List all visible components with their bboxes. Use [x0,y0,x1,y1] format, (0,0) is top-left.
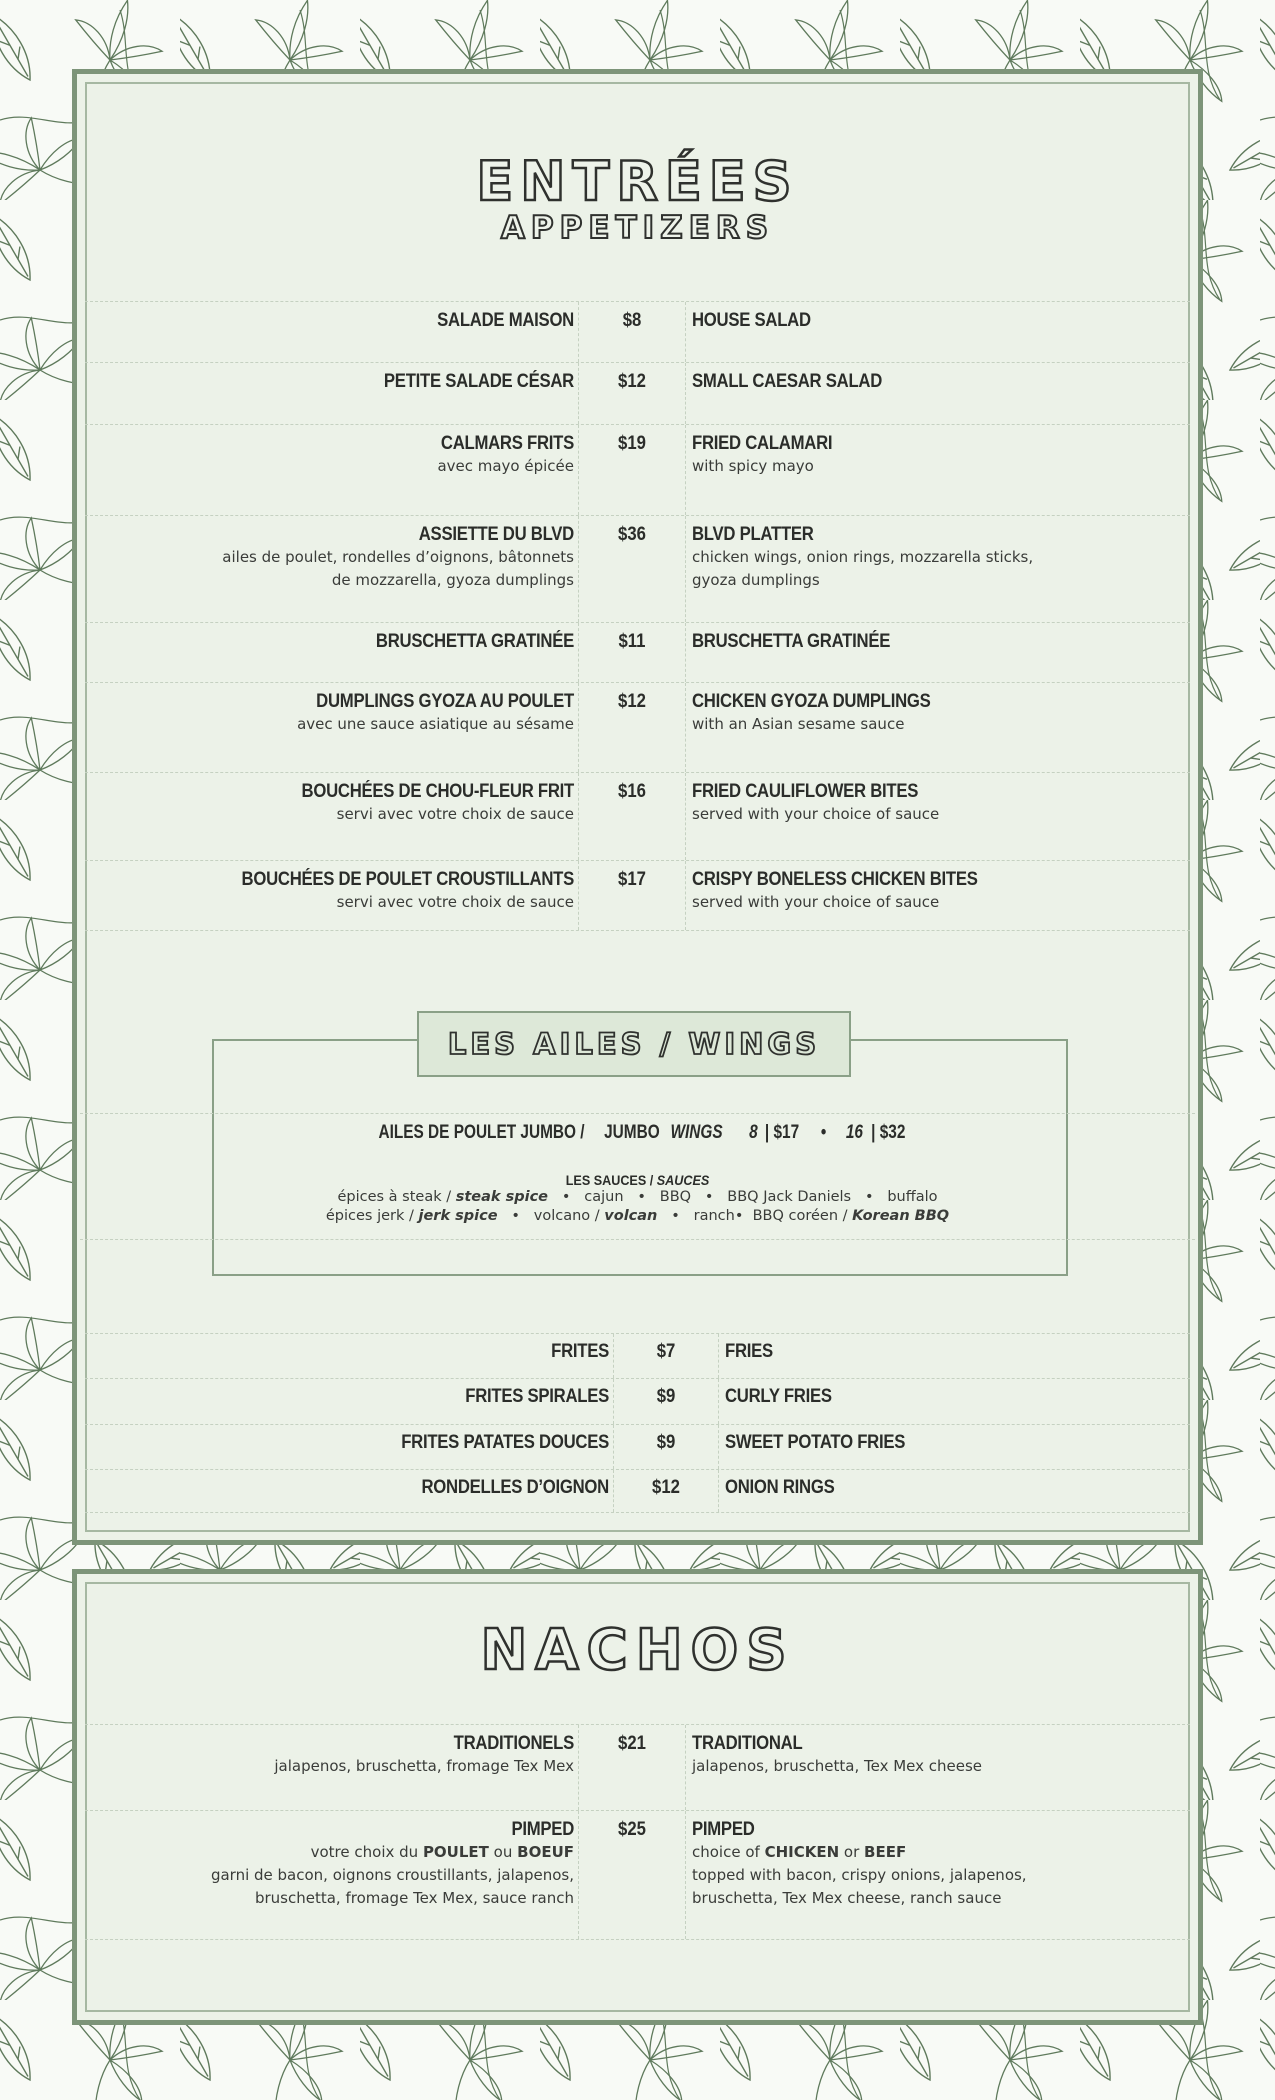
sauce-en: steak spice [455,1189,549,1205]
wings-qty-1: 8 [749,1122,759,1143]
item-desc-en: jalapenos, bruschetta, Tex Mex cheese [692,1757,983,1775]
sauce-en: jerk spice [418,1208,498,1224]
menu-item [85,301,1190,362]
appetizers-list [85,301,1190,931]
item-price: $11 [618,631,646,652]
sauce-fr: BBQ Jack Daniels [727,1189,852,1205]
menu-item [85,772,1190,860]
item-price: $8 [622,310,642,331]
item-desc-fr-2: garni de bacon, oignons croustillants, jalapenos, [210,1866,574,1884]
item-desc-fr: ailes de poulet, rondelles d’oignons, bâtonnets [222,548,574,566]
item-desc-fr: votre choix du POULET ou BOEUF [310,1843,574,1861]
nachos-list [85,1724,1190,1940]
menu-item [85,424,1190,515]
menu-item [85,1424,1190,1469]
item-name-fr: CALMARS FRITS [440,433,574,454]
item-price: $9 [656,1432,676,1453]
item-desc-en: with an Asian sesame sauce [692,715,905,733]
item-price: $7 [656,1341,676,1362]
menu-item [85,622,1190,682]
menu-item [85,1469,1190,1513]
sauces-label [136,1172,1140,1188]
wings-jumbo-line [80,1122,1195,1144]
item-desc-en: served with your choice of sauce [692,805,940,823]
menu-item [85,1724,1190,1810]
item-name-en: TRADITIONAL [692,1733,803,1754]
item-price: $17 [618,869,646,890]
item-desc-en: choice of CHICKEN or BEEF [692,1843,907,1861]
sauce-fr: BBQ coréen / [752,1208,848,1224]
sauce-fr: ranch [693,1208,735,1224]
item-name-fr: SALADE MAISON [437,310,574,331]
item-name-fr: BOUCHÉES DE POULET CROUSTILLANTS [241,869,574,890]
item-price: $21 [618,1733,646,1754]
item-name-fr: FRITES [551,1341,609,1362]
divider [80,1113,1195,1114]
item-name-en: FRIED CALAMARI [692,433,833,454]
sauces-line-1: épices à steak / steak spice • cajun • BBQ • BBQ Jack Daniels • buffalo [337,1189,938,1205]
appetizers-title-en: APPETIZERS [500,210,775,246]
item-desc-en: served with your choice of sauce [692,893,940,911]
nachos-title: NACHOS [480,1618,795,1683]
item-name-en: SMALL CAESAR SALAD [692,371,883,392]
sauce-fr: épices jerk / [325,1208,414,1224]
item-desc-en-2: gyoza dumplings [692,571,820,589]
item-price: $12 [652,1477,680,1498]
item-price: $19 [618,433,646,454]
appetizers-title-fr: ENTRÉES [476,150,799,213]
menu-item [85,1333,1190,1378]
item-desc-fr-2: de mozzarella, gyoza dumplings [331,571,574,589]
menu-item [85,362,1190,424]
sauce-en: volcan [604,1208,658,1224]
item-name-fr: FRITES SPIRALES [465,1386,609,1407]
sauces-label-en: SAUCES [656,1172,710,1188]
item-name-en: FRIES [725,1341,773,1362]
item-name-en: FRIED CAULIFLOWER BITES [692,781,919,802]
item-name-fr: BRUSCHETTA GRATINÉE [375,631,574,652]
item-name-fr: FRITES PATATES DOUCES [401,1432,609,1453]
item-desc-fr: servi avec votre choix de sauce [336,893,574,911]
item-name-fr: ASSIETTE DU BLVD [418,524,574,545]
item-name-en: PIMPED [692,1819,755,1840]
item-price: $12 [618,371,646,392]
item-name-en: ONION RINGS [725,1477,835,1498]
sides-list [85,1333,1190,1513]
item-name-en: HOUSE SALAD [692,310,811,331]
sauces-line-2: épices jerk / jerk spice • volcano / volcan • ranch• BBQ coréen / Korean BBQ [325,1208,950,1224]
menu-item [85,1378,1190,1424]
item-price: $16 [618,781,646,802]
menu-item [85,860,1190,931]
item-name-en: BLVD PLATTER [692,524,814,545]
sauce-fr: épices à steak / [337,1189,452,1205]
sauce-fr: buffalo [887,1189,938,1205]
menu-item [85,1810,1190,1940]
wings-jumbo-en-b: WINGS [670,1122,723,1143]
item-desc-en-2: topped with bacon, crispy onions, jalapenos, [692,1866,1027,1884]
wings-qty-2: 16 [846,1122,864,1143]
item-name-fr: DUMPLINGS GYOZA AU POULET [316,691,574,712]
item-price: $9 [656,1386,676,1407]
item-name-en: BRUSCHETTA GRATINÉE [692,631,891,652]
sauce-fr: volcano / [533,1208,600,1224]
item-name-en: SWEET POTATO FRIES [725,1432,906,1453]
menu-item [85,515,1190,622]
item-price: $12 [618,691,646,712]
item-name-en: CHICKEN GYOZA DUMPLINGS [692,691,931,712]
item-name-fr: PIMPED [511,1819,574,1840]
item-name-fr: PETITE SALADE CÉSAR [383,371,574,392]
nachos-panel [72,1569,1203,2025]
item-name-fr: RONDELLES D’OIGNON [421,1477,609,1498]
item-name-fr: BOUCHÉES DE CHOU-FLEUR FRIT [301,781,574,802]
item-desc-fr: avec une sauce asiatique au sésame [297,715,574,733]
item-name-en: CURLY FRIES [725,1386,832,1407]
item-desc-fr: avec mayo épicée [437,457,574,475]
item-name-fr: TRADITIONELS [453,1733,574,1754]
wings-title: LES AILES / WINGS [417,1011,851,1077]
item-price: $25 [618,1819,646,1840]
item-desc-en: chicken wings, onion rings, mozzarella sticks, [692,548,1034,566]
sauce-fr: cajun [584,1189,624,1205]
wings-price-2: | $32 [871,1122,906,1143]
item-price: $36 [618,524,646,545]
sauce-en: Korean BBQ [852,1208,950,1224]
sauces-label-fr: LES SAUCES / [565,1172,654,1188]
sauce-fr: BBQ [659,1189,692,1205]
item-desc-en: with spicy mayo [692,457,814,475]
divider [80,1239,1195,1240]
item-desc-fr-3: bruschetta, fromage Tex Mex, sauce ranch [254,1889,574,1907]
menu-item [85,682,1190,772]
wings-jumbo-fr: AILES DE POULET JUMBO / [378,1122,585,1143]
item-desc-fr: servi avec votre choix de sauce [336,805,574,823]
appetizers-panel [72,69,1203,1545]
separator-dot: • [821,1122,827,1143]
item-name-en: CRISPY BONELESS CHICKEN BITES [692,869,978,890]
item-desc-fr: jalapenos, bruschetta, fromage Tex Mex [274,1757,574,1775]
wings-jumbo-en: JUMBO [604,1122,660,1143]
wings-price-1: | $17 [765,1122,800,1143]
item-desc-en-3: bruschetta, Tex Mex cheese, ranch sauce [692,1889,1002,1907]
sauces-section [80,1172,1195,1226]
